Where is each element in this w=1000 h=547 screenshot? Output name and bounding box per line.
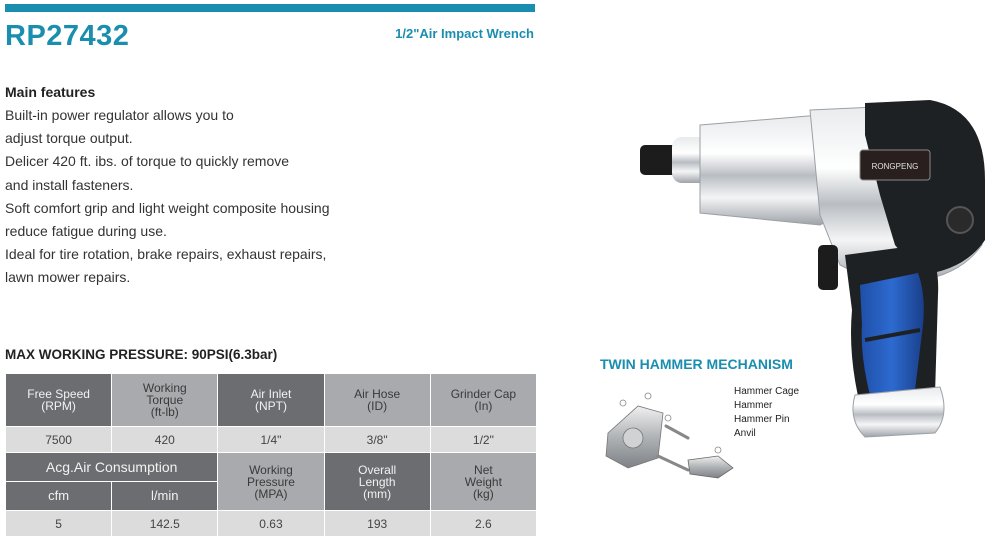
spec-value-air-inlet: 1/4" bbox=[218, 427, 324, 453]
feature-line: adjust torque output. bbox=[5, 130, 133, 147]
mechanism-title: TWIN HAMMER MECHANISM bbox=[600, 356, 793, 372]
spec-header-air-hose: Air Hose (ID) bbox=[324, 374, 430, 427]
part-label: Hammer Pin bbox=[734, 414, 790, 425]
part-label: Anvil bbox=[734, 428, 756, 439]
spec-value-working-torque: 420 bbox=[112, 427, 218, 453]
features-title: Main features bbox=[5, 84, 96, 100]
spec-value-cfm: 5 bbox=[6, 511, 112, 537]
spec-header-net-weight: Net Weight (kg) bbox=[430, 453, 536, 511]
spec-header-working-pressure: Working Pressure (MPA) bbox=[218, 453, 324, 511]
feature-line: Ideal for tire rotation, brake repairs, exhaust repairs, bbox=[5, 246, 327, 263]
feature-line: reduce fatigue during use. bbox=[5, 223, 167, 240]
twin-hammer-mechanism-image bbox=[598, 388, 738, 488]
part-label: Hammer bbox=[734, 400, 773, 411]
spec-value-working-pressure: 0.63 bbox=[218, 511, 324, 537]
spec-header-cfm: cfm bbox=[6, 482, 112, 511]
max-pressure-title: MAX WORKING PRESSURE: 90PSI(6.3bar) bbox=[5, 347, 278, 362]
feature-line: lawn mower repairs. bbox=[5, 269, 131, 286]
feature-line: Built-in power regulator allows you to bbox=[5, 107, 234, 123]
part-label: Hammer Cage bbox=[734, 386, 800, 397]
spec-header-grinder-cap: Grinder Cap (In) bbox=[430, 374, 536, 427]
spec-value-free-speed: 7500 bbox=[6, 427, 112, 453]
spec-header-working-torque: Working Torque (ft-lb) bbox=[112, 374, 218, 427]
feature-line: Soft comfort grip and light weight composite housing bbox=[5, 199, 330, 216]
spec-value-grinder-cap: 1/2" bbox=[430, 427, 536, 453]
spec-value-air-hose: 3/8" bbox=[324, 427, 430, 453]
brand-label: RONGPENG bbox=[871, 162, 919, 171]
spec-value-overall-length: 193 bbox=[324, 511, 430, 537]
spec-header-overall-length: Overall Length (mm) bbox=[324, 453, 430, 511]
spec-header-free-speed: Free Speed (RPM) bbox=[6, 374, 112, 427]
feature-line: Delicer 420 ft. ibs. of torque to quickly remove bbox=[5, 153, 290, 170]
spec-header-lmin: l/min bbox=[112, 482, 218, 511]
spec-value-net-weight: 2.6 bbox=[430, 511, 536, 537]
model-number: RP27432 bbox=[5, 20, 130, 52]
product-name: 1/2"Air Impact Wrench bbox=[395, 26, 534, 41]
features-section bbox=[5, 81, 345, 290]
spec-value-lmin: 142.5 bbox=[112, 511, 218, 537]
spec-header-air-inlet: Air Inlet (NPT) bbox=[218, 374, 324, 427]
specs-table bbox=[5, 373, 537, 537]
mechanism-parts-list bbox=[734, 385, 799, 441]
header-accent-bar bbox=[5, 4, 535, 12]
spec-header-air-consumption: Acg.Air Consumption bbox=[6, 453, 218, 482]
feature-line: and install fasteners. bbox=[5, 176, 134, 193]
